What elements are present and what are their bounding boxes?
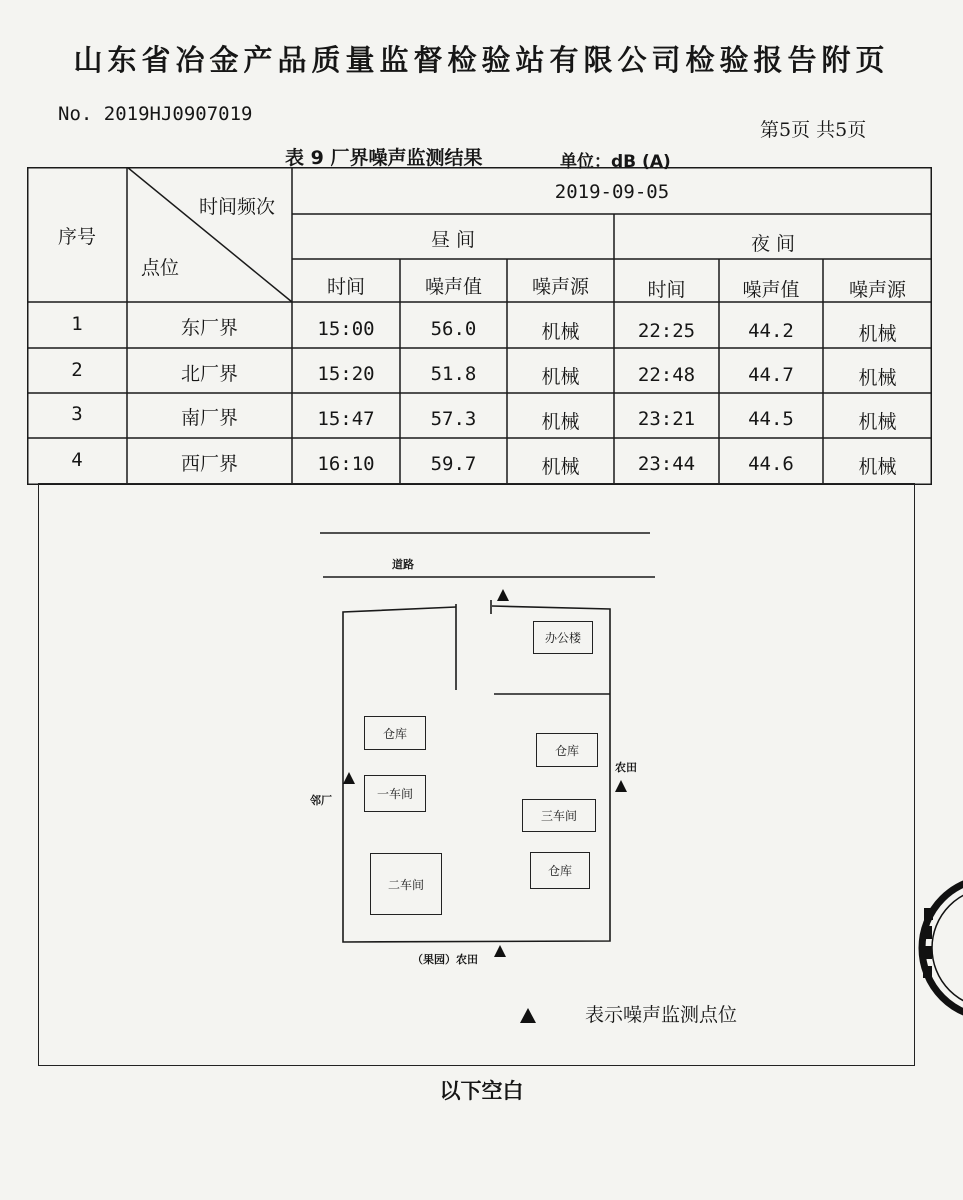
row-1-night-time: 22:25 [637, 320, 696, 342]
noise-point-marker-north [497, 589, 509, 601]
row-3-night-value: 44.5 [748, 408, 794, 430]
row-3-no: 3 [71, 403, 83, 425]
row-4-day-time: 16:10 [317, 453, 375, 475]
road-label: 道路 [392, 558, 414, 571]
row-2-night-value: 44.7 [748, 364, 794, 386]
row-4-no: 4 [71, 449, 83, 471]
noise-point-marker-west [343, 772, 355, 784]
header-night-time: 时间 [647, 279, 686, 301]
row-2-night-source: 机械 [858, 367, 897, 389]
seal-stamp-partial [912, 868, 963, 1028]
blank-below-text: 以下空白 [439, 1079, 524, 1103]
header-day: 昼 间 [430, 229, 476, 251]
row-1-no: 1 [71, 313, 83, 335]
building-warehouse-west: 仓库 [364, 716, 426, 750]
row-2-day-value: 51.8 [430, 363, 477, 385]
building-warehouse-south: 仓库 [530, 852, 590, 889]
row-4-night-value: 44.6 [748, 453, 794, 475]
row-1-day-time: 15:00 [317, 318, 375, 340]
row-1-point: 东厂界 [180, 317, 238, 339]
noise-point-marker-south [494, 945, 506, 957]
row-2-point: 北厂界 [180, 363, 238, 385]
header-night-value: 噪声值 [742, 279, 800, 301]
row-4-night-source: 机械 [858, 456, 897, 478]
building-workshop-2: 二车间 [370, 853, 442, 915]
row-4-point: 西厂界 [180, 453, 238, 475]
header-day-value: 噪声值 [424, 276, 482, 298]
header-diag-top: 时间频次 [198, 196, 275, 218]
table-unit: 单位：dB (A) [560, 152, 671, 172]
neighbor-factory-label: 邻厂 [310, 794, 332, 807]
legend-text: 表示噪声监测点位 [585, 1004, 738, 1026]
header-night: 夜 间 [750, 233, 796, 255]
row-3-night-time: 23:21 [637, 408, 696, 430]
header-day-source: 噪声源 [531, 276, 589, 298]
row-1-night-source: 机械 [858, 323, 897, 345]
row-3-day-source: 机械 [541, 411, 580, 433]
header-seq: 序号 [57, 226, 96, 248]
page-info: 第5页 共5页 [760, 119, 867, 141]
building-workshop-3: 三车间 [522, 799, 596, 832]
row-3-day-value: 57.3 [430, 408, 477, 430]
row-3-point: 南厂界 [180, 407, 238, 429]
building-workshop-1: 一车间 [364, 775, 426, 812]
row-4-night-time: 23:44 [637, 453, 696, 475]
farmland-south-label: （果园）农田 [412, 953, 478, 966]
building-office: 办公楼 [533, 621, 593, 654]
row-1-day-source: 机械 [541, 321, 580, 343]
header-date: 2019-09-05 [554, 181, 670, 203]
row-3-day-time: 15:47 [317, 408, 375, 430]
document-title: 山东省冶金产品质量监督检验站有限公司检验报告附页 [73, 43, 890, 77]
row-4-day-source: 机械 [541, 456, 580, 478]
header-diag-bottom: 点位 [140, 257, 179, 279]
building-warehouse-east: 仓库 [536, 733, 598, 767]
row-1-night-value: 44.2 [748, 320, 794, 342]
noise-point-marker-east [615, 780, 627, 792]
table-title: 表 9 厂界噪声监测结果 [285, 147, 483, 169]
row-2-no: 2 [71, 359, 83, 381]
farmland-east-label: 农田 [615, 761, 637, 774]
row-2-day-time: 15:20 [317, 363, 375, 385]
header-night-source: 噪声源 [848, 279, 906, 301]
header-day-time: 时间 [326, 276, 365, 298]
row-2-day-source: 机械 [541, 366, 580, 388]
report-number: No. 2019HJ0907019 [58, 103, 253, 125]
row-3-night-source: 机械 [858, 411, 897, 433]
legend-marker-icon [520, 1008, 536, 1023]
row-2-night-time: 22:48 [637, 364, 696, 386]
row-1-day-value: 56.0 [430, 318, 477, 340]
row-4-day-value: 59.7 [430, 453, 477, 475]
